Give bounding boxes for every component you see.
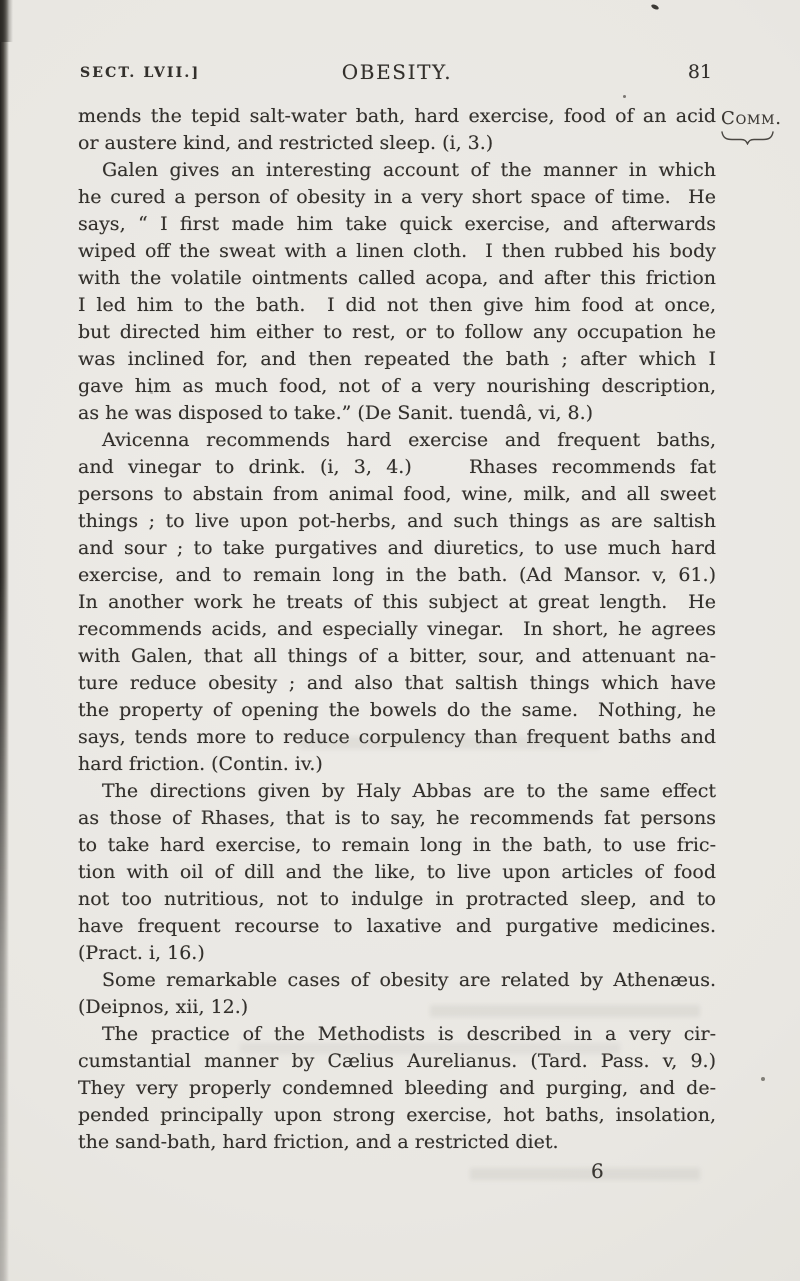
scan-corner-shadow <box>0 0 13 42</box>
text-line: as he was disposed to take.” (De Sanit. tuendâ, vi, 8.) <box>78 402 594 424</box>
text-line: tion with oil of dill and the like, to live upon articles of food <box>78 861 716 883</box>
text-block <box>78 103 716 1156</box>
text-line: with Galen, that all things of a bitter, sour, and attenuant na- <box>78 645 716 667</box>
text-line: mends the tepid salt-water bath, hard exercise, food of an acid <box>78 105 716 127</box>
scan-speck <box>761 1077 765 1081</box>
running-head <box>78 60 716 86</box>
page-title: OBESITY. <box>341 60 453 84</box>
text-line: recommends acids, and especially vinegar. In short, he agrees <box>78 618 716 640</box>
margin-note <box>721 109 787 145</box>
text-line: was inclined for, and then repeated the bath ; after which I <box>78 348 716 370</box>
paragraph <box>78 778 716 967</box>
bleed-through-ghost <box>240 1043 620 1054</box>
text-line: not too nutritious, not to indulge in protracted sleep, and to <box>78 888 716 910</box>
section-heading: SECT. LVII.] <box>80 65 201 81</box>
text-line: and sour ; to take purgatives and diuretics, to use much hard <box>78 537 716 559</box>
text-line: cumstantial manner by Cælius Aurelianus. (Tard. Pass. v, 9.) <box>78 1050 716 1072</box>
text-line: he cured a person of obesity in a very short space of time. He <box>78 186 716 208</box>
text-line: but directed him either to rest, or to follow any occupation he <box>78 321 716 343</box>
text-line: says, “ I first made him take quick exercise, and afterwards <box>78 213 716 235</box>
scan-speck <box>651 3 660 10</box>
text-line: Avicenna recommends hard exercise and frequent baths, <box>102 429 716 451</box>
text-line: The directions given by Haly Abbas are to the same effect <box>102 780 716 802</box>
text-line: the sand-bath, hard friction, and a restricted diet. <box>78 1131 559 1153</box>
text-line: as those of Rhases, that is to say, he recommends fat persons <box>78 807 716 829</box>
text-line: In another work he treats of this subject at great length. He <box>78 591 716 613</box>
paragraph <box>78 103 716 157</box>
text-line: gave him as much food, not of a very nourishing description, <box>78 375 716 397</box>
bleed-through-ghost <box>430 1005 700 1017</box>
text-line: things ; to live upon pot-herbs, and such things as are saltish <box>78 510 716 532</box>
text-line: the property of opening the bowels do the same. Nothing, he <box>78 699 716 721</box>
text-line: They very properly condemned bleeding and purging, and de- <box>78 1077 716 1099</box>
text-line: (Deipnos, xii, 12.) <box>78 996 249 1018</box>
paragraph <box>78 157 716 427</box>
paragraph <box>78 1021 716 1156</box>
text-line: The practice of the Methodists is described in a very cir- <box>102 1023 716 1045</box>
text-line: exercise, and to remain long in the bath. (Ad Mansor. v, 61.) <box>78 564 716 586</box>
text-line: have frequent recourse to laxative and purgative medicines. <box>78 915 716 937</box>
bleed-through-ghost <box>300 737 600 749</box>
underbrace-icon <box>721 130 774 145</box>
text-line: I led him to the bath. I did not then give him food at once, <box>78 294 716 316</box>
text-line: pended principally upon strong exercise, hot baths, insolation, <box>78 1104 716 1126</box>
text-line: with the volatile ointments called acopa, and after this friction <box>78 267 716 289</box>
text-line: (Pract. i, 16.) <box>78 942 205 964</box>
text-line: wiped off the sweat with a linen cloth. I then rubbed his body <box>78 240 716 262</box>
text-line: Galen gives an interesting account of the manner in which <box>102 159 716 181</box>
paragraph <box>78 427 716 778</box>
text-line: Some remarkable cases of obesity are related by Athenæus. <box>102 969 716 991</box>
scan-speck <box>150 392 153 394</box>
signature-mark: 6 <box>591 1159 604 1183</box>
text-line: or austere kind, and restricted sleep. (i, 3.) <box>78 132 494 154</box>
text-line: says, tends more to reduce corpulency than frequent baths and <box>78 726 716 748</box>
scan-left-edge <box>0 0 9 1281</box>
page-number: 81 <box>687 61 712 83</box>
text-line: ture reduce obesity ; and also that saltish things which have <box>78 672 716 694</box>
margin-note-label: Comm. <box>721 108 782 129</box>
scan-speck <box>623 95 626 98</box>
text-line: hard friction. (Contin. iv.) <box>78 753 323 775</box>
text-line: persons to abstain from animal food, wine, milk, and all sweet <box>78 483 716 505</box>
text-line: to take hard exercise, to remain long in the bath, to use fric- <box>78 834 716 856</box>
text-line: and vinegar to drink. (i, 3, 4.) Rhases recommends fat <box>78 456 716 478</box>
bleed-through-ghost <box>470 1168 700 1180</box>
